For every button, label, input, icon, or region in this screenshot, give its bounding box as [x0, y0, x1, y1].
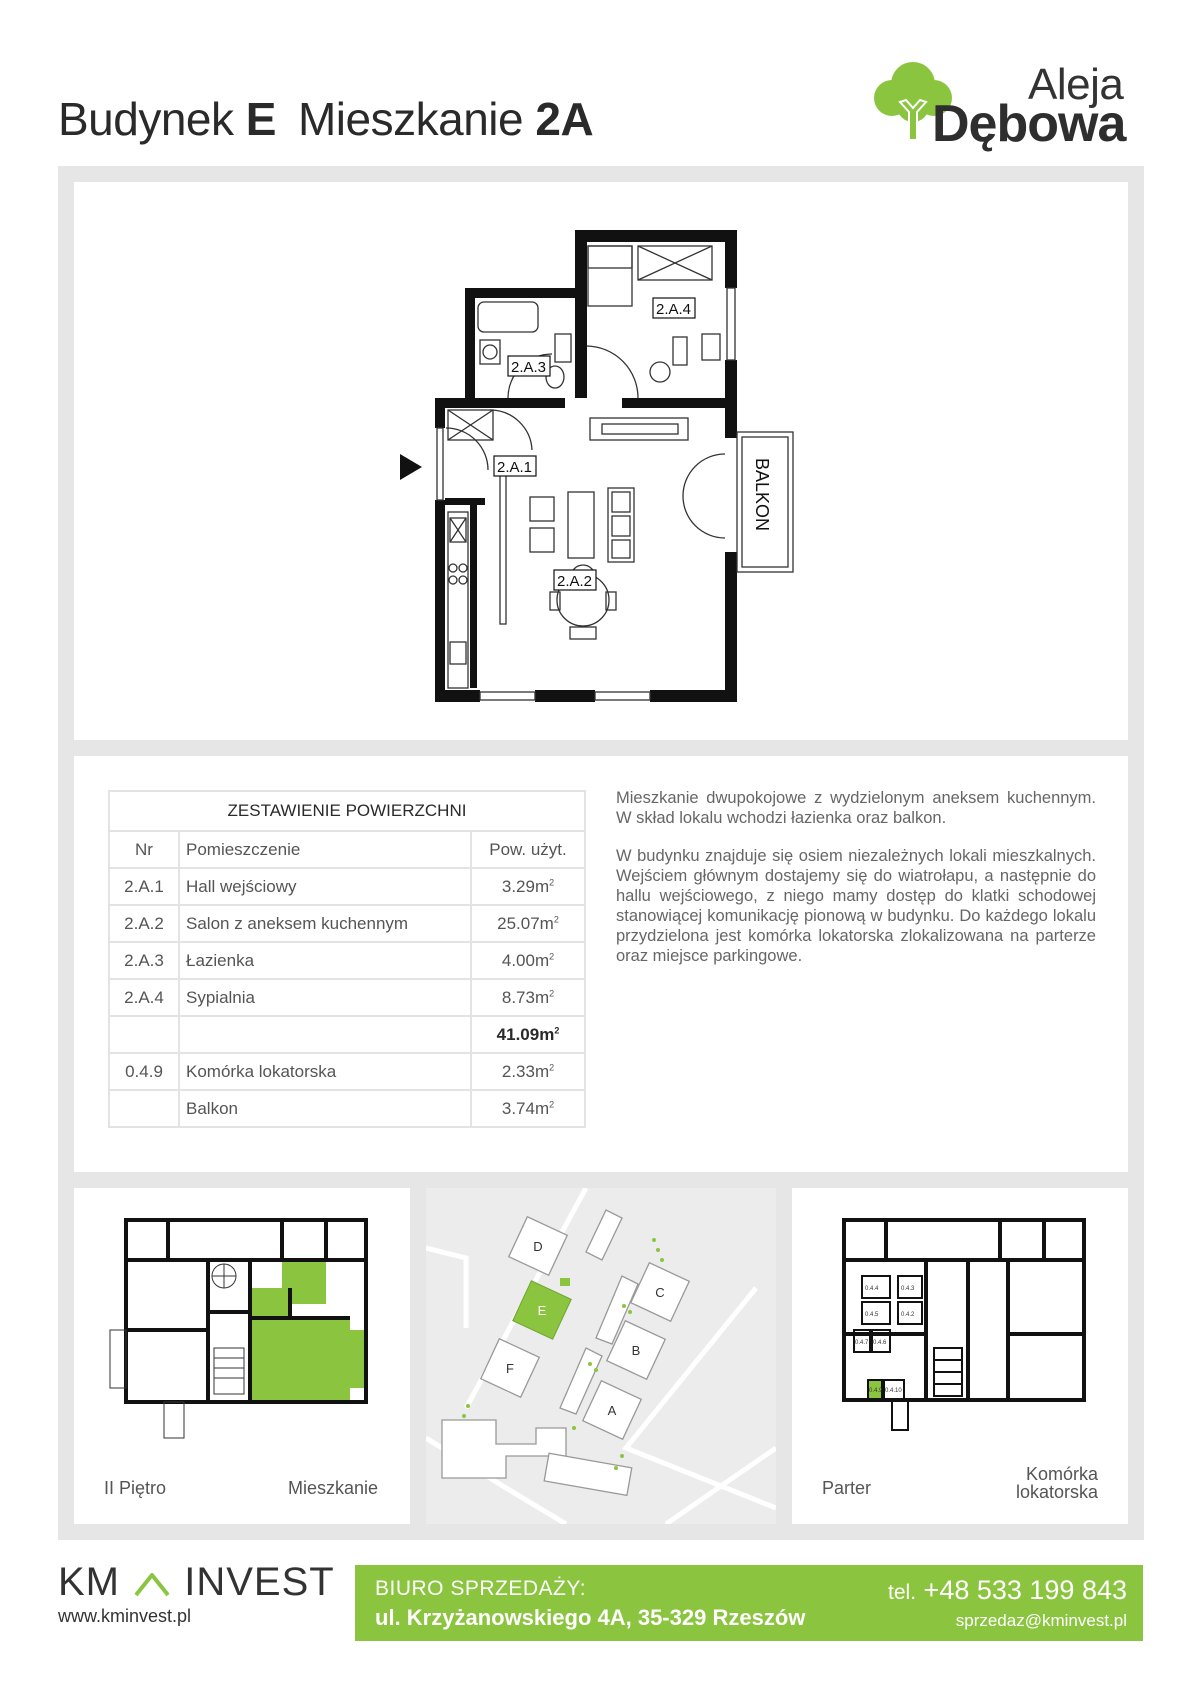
table-row [109, 905, 585, 942]
cell-room: Łazienka [179, 942, 471, 979]
table-total-row [109, 1016, 585, 1053]
cell-nr: 2.A.2 [109, 905, 179, 942]
apartment-floor-plan [390, 222, 810, 702]
floor-location-thumbnail [74, 1188, 410, 1524]
sales-office-band [355, 1565, 1143, 1641]
floor-caption: II Piętro [104, 1478, 167, 1498]
phone-number[interactable]: tel. +48 533 199 843 [888, 1575, 1127, 1605]
area-summary-table [108, 790, 586, 1128]
house-roof-icon [132, 1567, 172, 1597]
cell-room: Komórka lokatorska [179, 1053, 471, 1090]
cell-nr [109, 1090, 179, 1127]
cell-area-total: $41.09m^2$ [471, 1016, 585, 1053]
description-paragraph-2: W budynku znajduje się osiem niezależnych lokali mieszkalnych. Wejściem głównym dostajemy się do wiatrołapu, a następnie do hallu wejściowego, z niego mamy dostęp do klatki schodowej stanowiącej komunikację pionową w budynku. Do każdego lokalu przydzielona jest komórka lokatorska zlokalizowana na parterze oraz miejsce parkingowe. [616, 847, 1096, 965]
building-letter: E [245, 93, 276, 145]
room-label-2a1: 2.A.1 [497, 459, 533, 476]
site-building-d: D [533, 1239, 543, 1254]
site-building-c: C [655, 1285, 665, 1300]
room-label-2a4: 2.A.4 [656, 301, 692, 318]
description-paragraph-1: Mieszkanie dwupokojowe z wydzielonym aneksem kuchennym. W skład lokalu wchodzi łazienka oraz balkon. [616, 789, 1096, 827]
table-header-row [109, 831, 585, 868]
table-title: ZESTAWIENIE POWIERZCHNI [109, 791, 585, 831]
cell-area: $3.74m^2$ [471, 1090, 585, 1127]
brand-invest: INVEST [184, 1560, 335, 1604]
cell-nr: 2.A.4 [109, 979, 179, 1016]
aleja-debowa-logo [868, 56, 1148, 153]
storage-label: 0.4.3 [901, 1286, 915, 1292]
balcony-label: BALKON [752, 458, 772, 532]
cell-nr: 0.4.9 [109, 1053, 179, 1090]
cell-room [179, 1016, 471, 1053]
storage-label: 0.4.2 [901, 1312, 915, 1318]
office-address: ul. Krzyżanowskiego 4A, 35-329 Rzeszów [375, 1605, 806, 1630]
header-room: Pomieszczenie [179, 831, 471, 868]
room-label-2a3: 2.A.3 [511, 359, 547, 376]
cell-area: $25.07m^2$ [471, 905, 585, 942]
storage-label: 0.4.7 [855, 1340, 869, 1346]
storage-label-highlighted: 0.4.9 [869, 1388, 883, 1394]
table-row [109, 868, 585, 905]
cell-room: Salon z aneksem kuchennym [179, 905, 471, 942]
building-word: Budynek [58, 93, 234, 145]
logo-text-debowa: Dębowa [932, 95, 1126, 153]
cell-nr: 2.A.1 [109, 868, 179, 905]
site-building-f: F [506, 1361, 514, 1376]
site-building-a: A [607, 1403, 617, 1418]
apartment-word: Mieszkanie [297, 93, 524, 145]
ground-floor-thumbnail [792, 1188, 1128, 1524]
storage-caption-line1: Komórka [1025, 1464, 1098, 1484]
office-label: BIURO SPRZEDAŻY: [375, 1577, 587, 1600]
site-plan-thumbnail [426, 1188, 776, 1524]
page-title [58, 92, 593, 146]
storage-label: 0.4.4 [865, 1286, 879, 1292]
website-link[interactable]: www.kminvest.pl [58, 1606, 192, 1626]
table-row [109, 1090, 585, 1127]
table-row [109, 1053, 585, 1090]
storage-label: 0.4.10 [885, 1388, 902, 1394]
cell-room: Sypialnia [179, 979, 471, 1016]
entrance-arrow-icon [400, 454, 422, 480]
site-building-e: E [537, 1303, 547, 1318]
cell-area: $4.00m^2$ [471, 942, 585, 979]
storage-label: 0.4.6 [873, 1340, 887, 1346]
header-area: Pow. użyt. [471, 831, 585, 868]
cell-area: $3.29m^2$ [471, 868, 585, 905]
cell-nr: 2.A.3 [109, 942, 179, 979]
apartment-description [616, 788, 1096, 984]
apartment-caption: Mieszkanie [288, 1478, 379, 1498]
table-row [109, 979, 585, 1016]
table-row [109, 942, 585, 979]
logo-text-aleja: Aleja [1028, 60, 1124, 109]
room-label-2a2: 2.A.2 [557, 573, 593, 590]
apartment-number: 2A [535, 93, 594, 145]
cell-area: $8.73m^2$ [471, 979, 585, 1016]
storage-label: 0.4.5 [865, 1312, 879, 1318]
brand-km: KM [58, 1560, 120, 1604]
site-building-b: B [631, 1343, 641, 1358]
storage-caption-line2: lokatorska [1015, 1482, 1098, 1502]
email-link[interactable]: sprzedaz@kminvest.pl [955, 1611, 1127, 1630]
km-invest-logo [58, 1560, 335, 1605]
cell-room: Balkon [179, 1090, 471, 1127]
ground-floor-caption: Parter [822, 1478, 872, 1498]
cell-room: Hall wejściowy [179, 868, 471, 905]
cell-area: $2.33m^2$ [471, 1053, 585, 1090]
header-nr: Nr [109, 831, 179, 868]
cell-nr [109, 1016, 179, 1053]
